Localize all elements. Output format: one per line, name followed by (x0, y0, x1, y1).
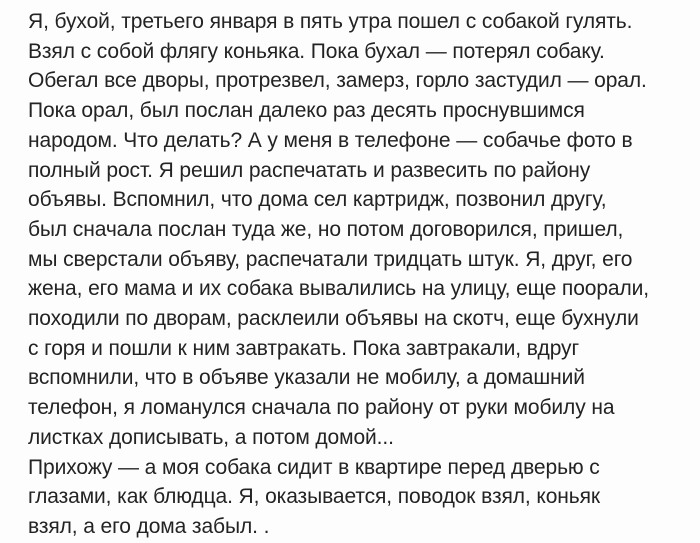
text-line: полный рост. Я решил распечатать и развесить по району (28, 158, 591, 182)
text-line: Обегал все дворы, протрезвел, замерз, горло застудил — орал. (28, 69, 647, 93)
text-line: жена, его мама и их собака вывалились на улицу, еще поорали, (28, 277, 650, 301)
text-line: Прихожу — а моя собака сидит в квартире перед дверью с (28, 455, 600, 479)
text-line: взял, а его дома забыл. . (28, 514, 270, 538)
text-line: с горя и пошли к ним завтракать. Пока завтракали, вдруг (28, 336, 580, 360)
text-line: вспомнили, что в объяве указали не мобилу, а домашний (28, 366, 585, 390)
text-line: Пока орал, был послан далеко раз десять проснувшимся (28, 99, 585, 123)
text-line: Взял с собой флягу коньяка. Пока бухал — потерял собаку. (28, 39, 605, 63)
text-line: Я, бухой, третьего января в пять утра пошел с собакой гулять. (28, 10, 633, 33)
text-line: народом. Что делать? А у меня в телефоне — собачье фото в (28, 128, 633, 152)
text-line: листках дописывать, а потом домой... (28, 425, 394, 449)
story-text (28, 7, 674, 542)
text-line: глазами, как блюдца. Я, оказывается, поводок взял, коньяк (28, 485, 600, 509)
text-line: телефон, я ломанулся сначала по району от руки мобилу на (28, 396, 615, 420)
text-line: походили по дворам, расклеили объявы на скотч, еще бухнули (28, 307, 639, 331)
text-line: объявы. Вспомнил, что дома сел картридж, позвонил другу, (28, 188, 607, 212)
text-line: был сначала послан туда же, но потом договорился, пришел, (28, 217, 624, 241)
text-line: мы сверстали объяву, распечатали тридцать штук. Я, друг, его (28, 247, 633, 271)
